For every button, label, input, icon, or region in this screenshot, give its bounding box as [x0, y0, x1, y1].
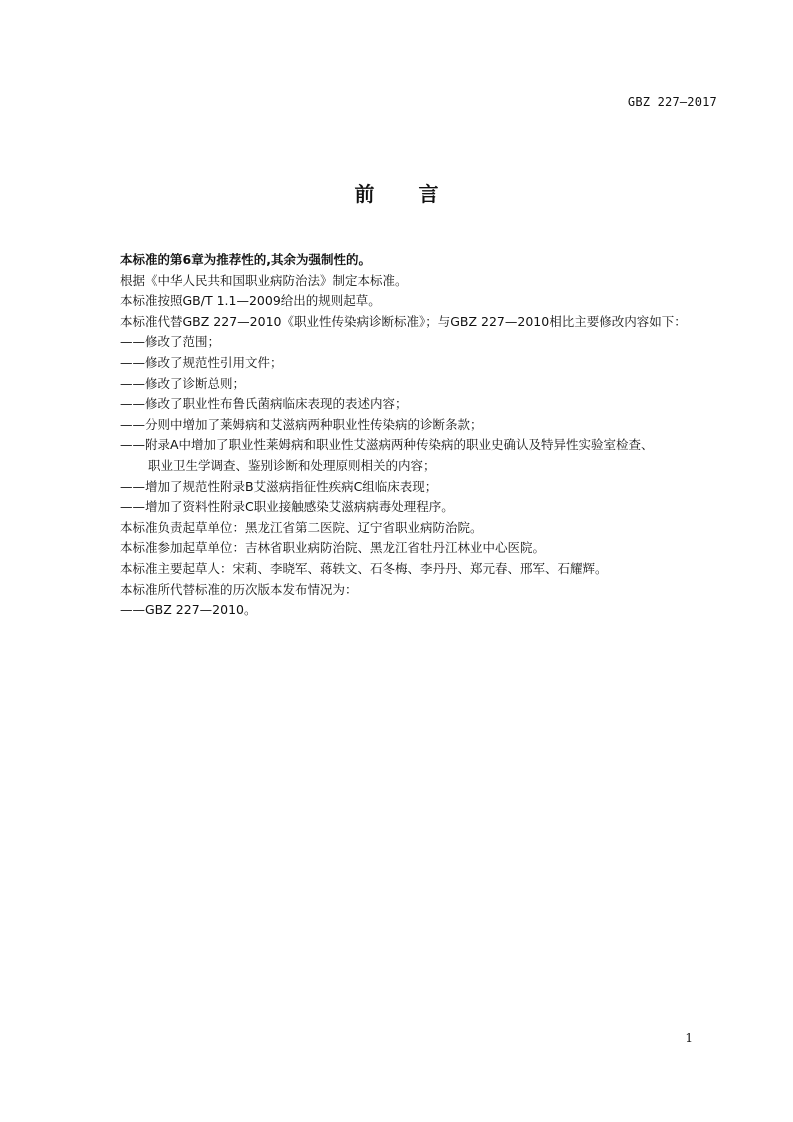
- text-line: 本标准主要起草人：宋莉、李晓军、蒋轶文、石冬梅、李丹丹、郑元春、邢军、石耀辉。: [120, 560, 608, 576]
- text-line: 本标准的第6章为推荐性的,其余为强制性的。: [120, 252, 371, 267]
- list-item: ——增加了资料性附录C职业接触感染艾滋病病毒处理程序。: [120, 499, 454, 515]
- text-line: 本标准所代替标准的历次版本发布情况为：: [120, 581, 358, 597]
- document-code: GBZ 227—2017: [627, 95, 717, 109]
- list-item-continuation: 职业卫生学调查、鉴别诊断和处理原则相关的内容；: [148, 457, 436, 473]
- list-item: ——附录A中增加了职业性莱姆病和职业性艾滋病两种传染病的职业史确认及特异性实验室检查、: [120, 437, 654, 453]
- list-item: ——修改了诊断总则；: [120, 375, 246, 391]
- text-line: 本标准代替GBZ 227—2010《职业性传染病诊断标准》；与GBZ 227—2010相比主要修改内容如下：: [120, 313, 687, 329]
- text-line: 本标准按照GB/T 1.1—2009给出的规则起草。: [120, 293, 381, 309]
- list-item: ——分则中增加了莱姆病和艾滋病两种职业性传染病的诊断条款；: [120, 416, 483, 432]
- list-item: ——修改了范围；: [120, 334, 221, 350]
- text-line: 根据《中华人民共和国职业病防治法》制定本标准。: [120, 272, 408, 288]
- list-item: ——GBZ 227—2010。: [120, 602, 257, 618]
- text-line: 本标准参加起草单位：吉林省职业病防治院、黑龙江省牡丹江林业中心医院。: [120, 540, 546, 556]
- list-item: ——增加了规范性附录B艾滋病指征性疾病C组临床表现；: [120, 478, 438, 494]
- text-line: 本标准负责起草单位：黑龙江省第二医院、辽宁省职业病防治院。: [120, 519, 483, 535]
- page-number: 1: [685, 1031, 693, 1045]
- foreword-body: [120, 250, 730, 621]
- page-title: 前言: [354, 182, 483, 206]
- list-item: ——修改了规范性引用文件；: [120, 354, 283, 370]
- list-item: ——修改了职业性布鲁氏菌病临床表现的表述内容；: [120, 396, 408, 412]
